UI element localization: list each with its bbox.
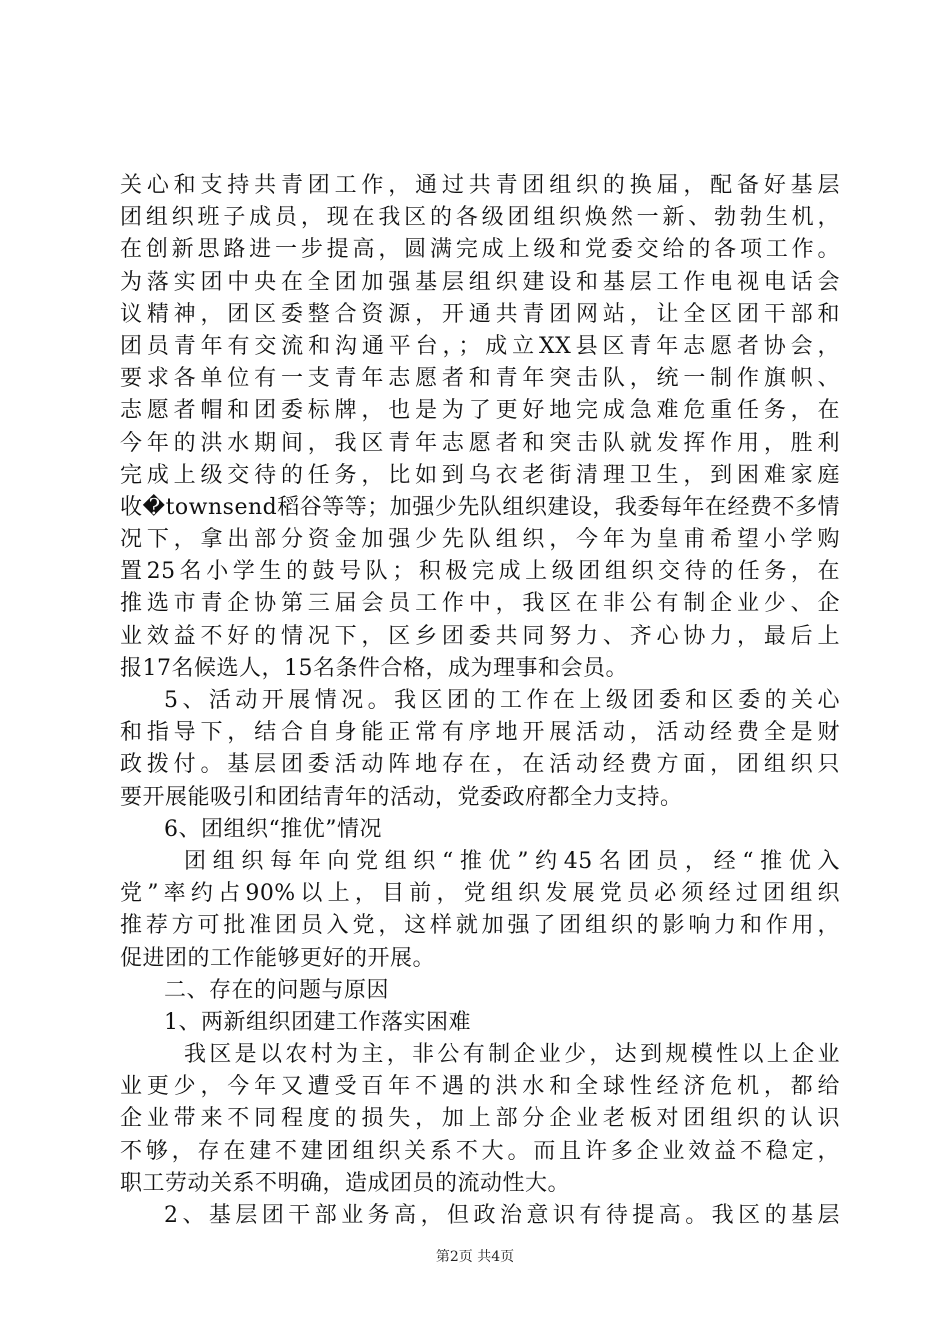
section-heading: 1、两新组织团建工作落实困难	[164, 1009, 471, 1035]
text-line: 在创新思路进一步提高，圆满完成上级和党委交给的各项工作。	[120, 237, 840, 263]
text-line: 不够，存在建不建团组织关系不大。而且许多企业效益不稳定，	[120, 1138, 840, 1164]
text-line: 促进团的工作能够更好的开展。	[120, 945, 436, 971]
text-line: 业更少，今年又遭受百年不遇的洪水和全球性经济危机，都给	[120, 1074, 840, 1100]
section-heading: 6、团组织“推优”情况	[164, 816, 382, 842]
text-line: 团组织班子成员，现在我区的各级团组织焕然一新、勃勃生机，	[120, 205, 840, 231]
text-line: 团员青年有交流和沟通平台，；成立XX县区青年志愿者协会，	[120, 333, 840, 359]
text-line: 今年的洪水期间，我区青年志愿者和突击队就发挥作用，胜利	[120, 430, 840, 456]
section-heading: 二、存在的问题与原因	[164, 977, 390, 1003]
text-line: 职工劳动关系不明确，造成团员的流动性大。	[120, 1170, 571, 1196]
text-line: 推荐方可批准团员入党，这样就加强了团组织的影响力和作用，	[120, 913, 840, 939]
document-body	[120, 170, 840, 1232]
text-line: 企业带来不同程度的损失，加上部分企业老板对团组织的认识	[120, 1106, 840, 1132]
text-line: 报17名候选人，15名条件合格，成为理事和会员。	[120, 655, 628, 681]
page-footer	[0, 1247, 950, 1267]
text-line: 完成上级交待的任务，比如到乌衣老街清理卫生，到困难家庭	[120, 462, 840, 488]
text-line: 关心和支持共青团工作，通过共青团组织的换届，配备好基层	[120, 173, 840, 198]
text-line: 政拨付。基层团委活动阵地存在，在活动经费方面，团组织只	[120, 752, 840, 778]
text-line: 我区是以农村为主，非公有制企业少，达到规模性以上企业	[184, 1042, 840, 1068]
text-line: 和指导下，结合自身能正常有序地开展活动，活动经费全是财	[120, 720, 840, 746]
text-line: 要求各单位有一支青年志愿者和青年突击队，统一制作旗帜、	[120, 366, 840, 392]
text-line: 业效益不好的情况下，区乡团委共同努力、齐心协力，最后上	[120, 623, 840, 649]
text-line: 5、活动开展情况。我区团的工作在上级团委和区委的关心	[164, 688, 840, 713]
page-number: 第2页 共4页	[435, 1249, 515, 1265]
text-line: 志愿者帽和团委标牌，也是为了更好地完成急难危重任务，在	[120, 398, 840, 424]
text-line: 要开展能吸引和团结青年的活动，党委政府都全力支持。	[120, 784, 683, 810]
text-line: 置25名小学生的鼓号队；积极完成上级团组织交待的任务，在	[120, 559, 840, 585]
text-line: 收�townsend稻谷等等；加强少先队组织建设，我委每年在经费不多情	[120, 494, 840, 520]
text-line: 2、基层团干部业务高，但政治意识有待提高。我区的基层	[164, 1203, 840, 1228]
text-line: 为落实团中央在全团加强基层组织建设和基层工作电视电话会	[120, 269, 840, 295]
text-line: 团组织每年向党组织“推优”约45名团员，经“推优入	[184, 848, 840, 874]
text-line: 议精神，团区委整合资源，开通共青团网站，让全区团干部和	[120, 301, 840, 327]
text-line: 况下，拿出部分资金加强少先队组织，今年为皇甫希望小学购	[120, 527, 840, 553]
text-line: 党”率约占90%以上，目前，党组织发展党员必须经过团组织	[120, 881, 840, 907]
text-line: 推选市青企协第三届会员工作中，我区在非公有制企业少、企	[120, 591, 840, 617]
